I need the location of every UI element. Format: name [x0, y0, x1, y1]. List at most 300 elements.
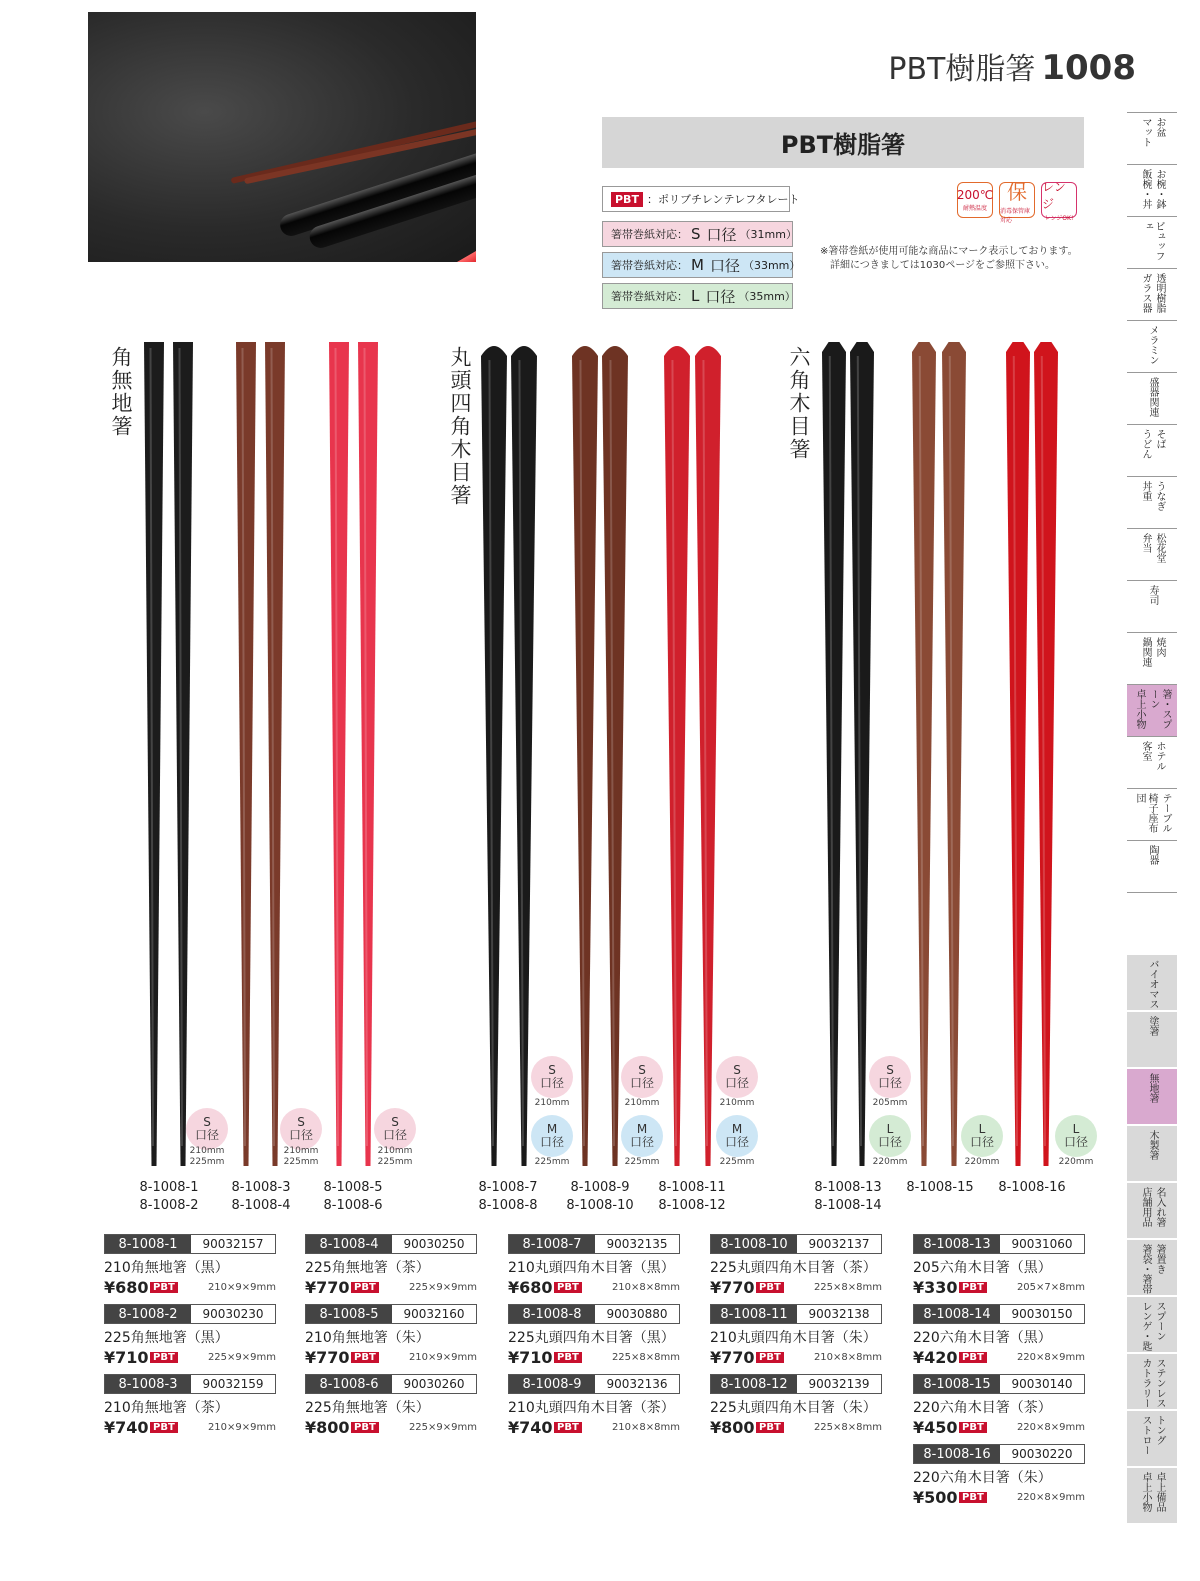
jan-code: 90030880: [606, 1307, 668, 1321]
sidebar-tab-label: 卓上備品: [1154, 1472, 1165, 1512]
jan-code: 90030260: [403, 1377, 465, 1391]
jan-code: 90032157: [202, 1237, 264, 1251]
dimensions: 225×8×8mm: [813, 1422, 882, 1433]
badge-size: S: [733, 1063, 741, 1077]
product-name: 210角無地箸（茶）: [104, 1400, 229, 1416]
chopstick: [358, 342, 378, 1166]
length-value: 225mm: [377, 1157, 413, 1167]
code-bar: [710, 1234, 882, 1254]
price: ¥770: [305, 1348, 350, 1367]
price-row: [710, 1278, 882, 1297]
sleeve-mm: （33mm）: [742, 259, 801, 272]
mark-text: 200℃: [956, 188, 994, 202]
chopstick: [664, 346, 690, 1166]
dimensions: 225×9×9mm: [408, 1282, 477, 1293]
sidebar-tab[interactable]: [1127, 321, 1177, 373]
price-row: [305, 1278, 477, 1297]
code-line: 8-1008-7: [478, 1180, 538, 1195]
material-tag: PBT: [351, 1282, 379, 1293]
sidebar-tab[interactable]: [1127, 581, 1177, 633]
product-name: 225角無地箸（朱）: [305, 1400, 430, 1416]
chopstick: [236, 342, 256, 1166]
jan-code: 90030250: [403, 1237, 465, 1251]
product-code: 8-1008-4: [306, 1235, 392, 1253]
price-row: [913, 1278, 1085, 1297]
code-bar: [913, 1304, 1085, 1324]
product-code: 8-1008-6: [306, 1375, 392, 1393]
code-bar: [913, 1444, 1085, 1464]
sidebar-tab[interactable]: [1127, 373, 1177, 425]
sidebar-tab-label: お盆: [1154, 117, 1165, 137]
length-label: 220mm: [872, 1157, 908, 1167]
product-entry: [913, 1234, 1085, 1297]
group-title: 六角木目箸: [787, 346, 811, 461]
code-line: 8-1008-2: [139, 1198, 199, 1213]
badge-size: L: [886, 1122, 894, 1136]
code-bar: [710, 1304, 882, 1324]
code-bar: [104, 1234, 276, 1254]
code-bar: [305, 1374, 477, 1394]
dimensions: 225×9×9mm: [207, 1352, 276, 1363]
sidebar-tab-label: ホテル: [1154, 741, 1165, 771]
sleeve-mm: （35mm）: [738, 290, 796, 303]
sidebar-tab-label: ストロー: [1140, 1415, 1151, 1455]
section-title: PBT樹脂箸: [602, 117, 1084, 168]
price: ¥800: [305, 1418, 350, 1437]
code-bar: [508, 1304, 680, 1324]
code-line: 8-1008-3: [231, 1180, 291, 1195]
jan-code: 90030230: [202, 1307, 264, 1321]
dimensions: 225×8×8mm: [611, 1352, 680, 1363]
sidebar-tab-label: 客室: [1140, 741, 1151, 761]
length-label: 210mm: [719, 1098, 755, 1108]
badge-label: 口径: [539, 1076, 564, 1090]
dimensions: 205×7×8mm: [1016, 1282, 1085, 1293]
jan-code: 90030150: [1011, 1307, 1073, 1321]
sleeve-label: 口径: [705, 287, 736, 306]
length-value: 210mm: [189, 1146, 225, 1156]
material-tag: PBT: [756, 1352, 784, 1363]
chopstick: [265, 342, 285, 1166]
sidebar-tab-label: バイオマス: [1147, 959, 1158, 1009]
product-entry: [913, 1304, 1085, 1367]
sidebar-tab[interactable]: [1127, 1240, 1177, 1297]
code-label: [216, 1180, 306, 1213]
sidebar-tab-label: 卓上小物: [1140, 1472, 1151, 1512]
badge-size: S: [638, 1063, 646, 1077]
product-name: 210角無地箸（朱）: [305, 1330, 430, 1346]
chopstick: [511, 346, 537, 1166]
length-label: 210mm: [534, 1098, 570, 1108]
sidebar-tab-label: 鍋関連: [1140, 637, 1151, 667]
sidebar-tab-label: 松花堂: [1154, 533, 1165, 563]
length-label: 205mm: [872, 1098, 908, 1108]
sidebar-tab[interactable]: [1127, 529, 1177, 581]
code-line: 8-1008-10: [566, 1198, 634, 1213]
sidebar-tab-label: 盛器関連: [1147, 377, 1158, 417]
product-entry: [913, 1374, 1085, 1437]
sleeve-size: L: [691, 287, 700, 305]
sleeve-badge-m: [621, 1115, 663, 1157]
dimensions: 220×8×9mm: [1016, 1422, 1085, 1433]
price: ¥420: [913, 1348, 958, 1367]
badge-label: 口径: [629, 1076, 654, 1090]
jan-code: 90030140: [1011, 1377, 1073, 1391]
chopstick: [1034, 342, 1058, 1166]
sleeve-badge-l: [961, 1115, 1003, 1157]
code-bar: [104, 1374, 276, 1394]
product-entry: [710, 1374, 882, 1437]
chopstick: [481, 346, 507, 1166]
product-code: 8-1008-15: [914, 1375, 1000, 1393]
sidebar-tab-label: お椀・鉢: [1154, 169, 1165, 209]
sidebar-tab[interactable]: [1127, 633, 1177, 685]
material-tag: PBT: [351, 1422, 379, 1433]
sidebar-tab[interactable]: [1127, 1012, 1177, 1069]
chopstick: [850, 342, 874, 1166]
sidebar-tab-label: スプーン: [1154, 1301, 1165, 1341]
code-bar: [305, 1234, 477, 1254]
sidebar-tab-label: うなぎ: [1154, 481, 1165, 511]
length-value: 210mm: [283, 1146, 319, 1156]
sidebar-tab-label: 焼肉: [1154, 637, 1165, 657]
code-line: 8-1008-11: [658, 1180, 726, 1195]
mark-sub: 耐熱温度: [962, 205, 987, 212]
product-entry: [710, 1304, 882, 1367]
badge-label: 口径: [724, 1135, 749, 1149]
material-tag: PBT: [756, 1422, 784, 1433]
material-tag: PBT: [554, 1352, 582, 1363]
code-line: 8-1008-6: [323, 1198, 383, 1213]
product-entry: [913, 1444, 1085, 1507]
sleeve-badge-l: [869, 1115, 911, 1157]
code-label: [555, 1180, 645, 1213]
price-row: [104, 1418, 276, 1437]
code-line: 8-1008-5: [323, 1180, 383, 1195]
page-number: 1008: [1041, 48, 1136, 88]
price: ¥770: [305, 1278, 350, 1297]
sidebar-tab-label: 椅子座布団: [1134, 793, 1157, 833]
price: ¥800: [710, 1418, 755, 1437]
price: ¥710: [104, 1348, 149, 1367]
price-row: [305, 1348, 477, 1367]
sidebar-tab-label: 丼重: [1140, 481, 1151, 501]
sleeve-badge-s: [531, 1056, 573, 1098]
sidebar-tab[interactable]: [1127, 1297, 1177, 1354]
code-line: 8-1008-9: [570, 1180, 630, 1195]
price-row: [104, 1278, 276, 1297]
product-code: 8-1008-13: [914, 1235, 1000, 1253]
sleeve-badge-s: [186, 1108, 228, 1150]
sidebar-tab-label: ガラス器: [1140, 273, 1151, 313]
code-line: 8-1008-14: [814, 1198, 882, 1213]
sidebar-tab-label: 寿司: [1147, 585, 1158, 605]
sidebar-tab[interactable]: [1127, 737, 1177, 789]
sleeve-badge-s: [374, 1108, 416, 1150]
sidebar-tab-label: そば: [1154, 429, 1165, 449]
length-label: 225mm: [719, 1157, 755, 1167]
code-bar: [710, 1374, 882, 1394]
price: ¥770: [710, 1278, 755, 1297]
product-entry: [508, 1374, 680, 1437]
sidebar-tab[interactable]: [1127, 789, 1177, 841]
sidebar-tab[interactable]: [1127, 841, 1177, 893]
price-row: [508, 1278, 680, 1297]
jan-code: 90032160: [403, 1307, 465, 1321]
sidebar-tab[interactable]: [1127, 685, 1177, 737]
price-row: [913, 1418, 1085, 1437]
product-code: 8-1008-11: [711, 1305, 797, 1323]
sidebar-tab-label: 卓上小物: [1134, 689, 1145, 729]
sleeve-label: 口径: [709, 256, 740, 275]
length-value: 210mm: [377, 1146, 413, 1156]
sleeve-badge-s: [280, 1108, 322, 1150]
badge-label: 口径: [1063, 1135, 1088, 1149]
badge-label: 口径: [382, 1128, 407, 1142]
price: ¥710: [508, 1348, 553, 1367]
chopstick: [942, 342, 966, 1166]
code-bar: [913, 1234, 1085, 1254]
product-name: 220六角木目箸（朱）: [913, 1470, 1052, 1486]
header-title: PBT樹脂箸: [888, 52, 1036, 87]
product-name: 225角無地箸（黒）: [104, 1330, 229, 1346]
material-tag: PBT: [959, 1492, 987, 1503]
code-bar: [305, 1304, 477, 1324]
product-name: 210丸頭四角木目箸（茶）: [508, 1400, 675, 1416]
product-code: 8-1008-3: [105, 1375, 191, 1393]
material-tag: PBT: [959, 1352, 987, 1363]
sleeve-badge-s: [869, 1056, 911, 1098]
price: ¥500: [913, 1488, 958, 1507]
product-entry: [104, 1374, 276, 1437]
code-bar: [104, 1304, 276, 1324]
badge-label: 口径: [877, 1076, 902, 1090]
price-row: [710, 1418, 882, 1437]
price: ¥330: [913, 1278, 958, 1297]
sidebar-tab-label: 塗箸: [1147, 1016, 1158, 1036]
sidebar-tab-label: 箸袋・箸帯: [1140, 1244, 1151, 1294]
chopstick: [822, 342, 846, 1166]
price-row: [104, 1348, 276, 1367]
length-label: [370, 1146, 420, 1168]
badge-size: S: [203, 1115, 211, 1129]
dimensions: 220×8×9mm: [1016, 1492, 1085, 1503]
sidebar-tab[interactable]: [1127, 1126, 1177, 1183]
code-line: 8-1008-13: [814, 1180, 882, 1195]
pbt-tag: PBT: [611, 192, 643, 207]
subcategory-sidebar: [1127, 955, 1177, 1525]
badge-size: M: [546, 1122, 558, 1136]
material-tag: PBT: [554, 1282, 582, 1293]
sidebar-tab-label: 陶器: [1147, 845, 1158, 865]
badge-label: 口径: [969, 1135, 994, 1149]
product-name: 220六角木目箸（黒）: [913, 1330, 1052, 1346]
sleeve-badge-l: [1055, 1115, 1097, 1157]
code-label: [463, 1180, 553, 1213]
material-tag: PBT: [756, 1282, 784, 1293]
product-code: 8-1008-7: [509, 1235, 595, 1253]
sidebar-tab-label: ステンレス: [1154, 1358, 1165, 1408]
product-entry: [305, 1304, 477, 1367]
sidebar-tab[interactable]: [1127, 1354, 1177, 1411]
category-sidebar: [1127, 112, 1177, 893]
product-name: 210丸頭四角木目箸（黒）: [508, 1260, 675, 1276]
sleeve-size: M: [691, 256, 704, 274]
note-line: 詳細につきましては1030ページをご参照下さい。: [830, 260, 1056, 271]
sleeve-badge-m: [531, 1115, 573, 1157]
sidebar-tab[interactable]: [1127, 113, 1177, 165]
code-line: 8-1008-12: [658, 1198, 726, 1213]
product-name: 225丸頭四角木目箸（朱）: [710, 1400, 877, 1416]
price: ¥770: [710, 1348, 755, 1367]
length-label: 220mm: [1058, 1157, 1094, 1167]
sidebar-tab-label: 店舗用品: [1140, 1187, 1151, 1227]
chopstick: [695, 346, 721, 1166]
code-line: 8-1008-1: [139, 1180, 199, 1195]
sidebar-tab[interactable]: [1127, 269, 1177, 321]
badge-size: S: [548, 1063, 556, 1077]
sleeve-label: 口径: [706, 225, 737, 244]
badge-label: 口径: [539, 1135, 564, 1149]
sleeve-badge-m: [716, 1115, 758, 1157]
sidebar-tab-label: レンゲ・匙: [1140, 1301, 1151, 1351]
note-line: ※箸帯巻紙が使用可能な商品にマーク表示しております。: [820, 246, 1078, 257]
product-code: 8-1008-8: [509, 1305, 595, 1323]
badge-label: 口径: [629, 1135, 654, 1149]
material-tag: PBT: [959, 1422, 987, 1433]
price-row: [508, 1348, 680, 1367]
length-label: [182, 1146, 232, 1168]
product-entry: [305, 1374, 477, 1437]
badge-label: 口径: [724, 1076, 749, 1090]
code-bar: [913, 1374, 1085, 1394]
chopstick: [329, 342, 349, 1166]
length-label: 225mm: [624, 1157, 660, 1167]
sleeve-mm: （31mm）: [739, 228, 797, 241]
sidebar-tab[interactable]: [1127, 477, 1177, 529]
dimensions: 220×8×9mm: [1016, 1352, 1085, 1363]
badge-size: L: [1072, 1122, 1080, 1136]
product-code: 8-1008-12: [711, 1375, 797, 1393]
chopstick: [144, 342, 164, 1166]
product-entry: [104, 1304, 276, 1367]
sidebar-tab-label: 飯椀・丼: [1140, 169, 1151, 209]
code-label: [803, 1180, 893, 1213]
sidebar-tab-label: 名入れ箸: [1154, 1187, 1165, 1227]
sidebar-tab[interactable]: [1127, 955, 1177, 1012]
product-name: 225角無地箸（茶）: [305, 1260, 430, 1276]
code-label: [308, 1180, 398, 1213]
price-row: [508, 1418, 680, 1437]
dimensions: 210×8×8mm: [813, 1352, 882, 1363]
sidebar-tab-label: カトラリー: [1140, 1358, 1151, 1408]
badge-size: S: [886, 1063, 894, 1077]
price-row: [913, 1488, 1085, 1507]
length-label: [276, 1146, 326, 1168]
mark-sub: 消毒保管庫対応: [1000, 208, 1031, 224]
sidebar-tab-label: 箸・スプーン: [1148, 689, 1171, 729]
jan-code: 90032159: [202, 1377, 264, 1391]
dimensions: 210×8×8mm: [611, 1422, 680, 1433]
dimensions: 225×8×8mm: [813, 1282, 882, 1293]
sidebar-tab[interactable]: [1127, 217, 1177, 269]
price: ¥740: [508, 1418, 553, 1437]
dimensions: 210×8×8mm: [611, 1282, 680, 1293]
sidebar-tab[interactable]: [1127, 1468, 1177, 1525]
dimensions: 210×9×9mm: [408, 1352, 477, 1363]
product-code: 8-1008-14: [914, 1305, 1000, 1323]
sidebar-tab[interactable]: [1127, 1069, 1177, 1126]
sidebar-tab[interactable]: [1127, 1183, 1177, 1240]
product-name: 205六角木目箸（黒）: [913, 1260, 1052, 1276]
sidebar-tab-label: 無地箸: [1147, 1073, 1158, 1103]
sidebar-tab-label: テーブル: [1160, 793, 1171, 833]
code-bar: [508, 1234, 680, 1254]
material-tag: PBT: [554, 1422, 582, 1433]
code-label: [124, 1180, 214, 1213]
sidebar-tab-label: 透明樹脂: [1154, 273, 1165, 313]
length-label: 210mm: [624, 1098, 660, 1108]
code-line: 8-1008-8: [478, 1198, 538, 1213]
price-row: [305, 1418, 477, 1437]
sleeve-prefix: 箸帯巻紙対応：: [611, 259, 688, 272]
badge-label: 口径: [288, 1128, 313, 1142]
material-tag: PBT: [150, 1352, 178, 1363]
badge-size: M: [731, 1122, 743, 1136]
product-name: 210角無地箸（黒）: [104, 1260, 229, 1276]
sidebar-tab-label: 箸置き: [1154, 1244, 1165, 1274]
sidebar-tab[interactable]: [1127, 165, 1177, 217]
jan-code: 90032137: [808, 1237, 870, 1251]
badge-size: S: [391, 1115, 399, 1129]
chopstick: [912, 342, 936, 1166]
product-entry: [508, 1304, 680, 1367]
badge-label: 口径: [877, 1135, 902, 1149]
sidebar-tab[interactable]: [1127, 1411, 1177, 1468]
product-entry: [104, 1234, 276, 1297]
product-code: 8-1008-9: [509, 1375, 595, 1393]
length-value: 225mm: [283, 1157, 319, 1167]
dimensions: 210×9×9mm: [207, 1282, 276, 1293]
product-code: 8-1008-10: [711, 1235, 797, 1253]
product-name: 210丸頭四角木目箸（朱）: [710, 1330, 877, 1346]
price-row: [710, 1348, 882, 1367]
sidebar-tab-label: トング: [1154, 1415, 1165, 1445]
product-entry: [508, 1234, 680, 1297]
jan-code: 90031060: [1011, 1237, 1073, 1251]
code-label: [987, 1180, 1077, 1195]
product-name: 225丸頭四角木目箸（黒）: [508, 1330, 675, 1346]
mark-sub: レンジOK!: [1044, 215, 1074, 222]
price: ¥680: [104, 1278, 149, 1297]
price-row: [913, 1348, 1085, 1367]
sleeve-badge-s: [621, 1056, 663, 1098]
price: ¥740: [104, 1418, 149, 1437]
product-entry: [710, 1234, 882, 1297]
badge-size: S: [297, 1115, 305, 1129]
sidebar-tab[interactable]: [1127, 425, 1177, 477]
code-bar: [508, 1374, 680, 1394]
badge-size: L: [978, 1122, 986, 1136]
sleeve-badge-s: [716, 1056, 758, 1098]
dimensions: 225×9×9mm: [408, 1422, 477, 1433]
sleeve-prefix: 箸帯巻紙対応：: [611, 228, 688, 241]
price: ¥450: [913, 1418, 958, 1437]
mark-text: 保: [1007, 180, 1027, 204]
jan-code: 90032139: [808, 1377, 870, 1391]
code-label: [895, 1180, 985, 1195]
jan-code: 90032135: [606, 1237, 668, 1251]
